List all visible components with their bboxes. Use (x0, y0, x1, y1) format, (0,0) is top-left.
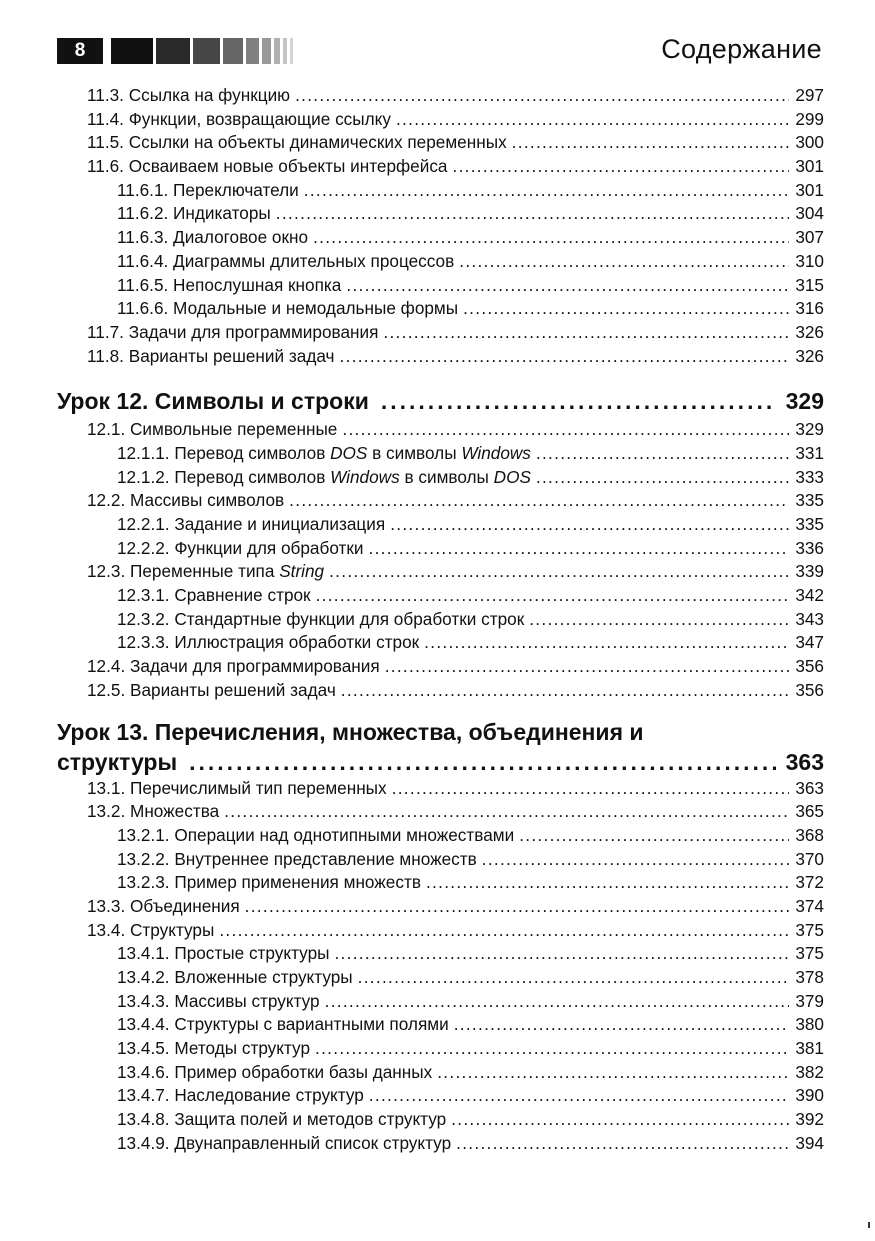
toc-entry-page: 335 (795, 490, 824, 511)
toc-entry-title: 11.5. Ссылки на объекты динамических переменных (87, 132, 507, 153)
toc-entry (57, 679, 824, 703)
toc-entry (57, 466, 824, 490)
page-header (0, 0, 875, 80)
toc-entry-page: 331 (795, 442, 824, 463)
toc-entry-title: 11.6.3. Диалоговое окно (117, 227, 309, 248)
header-bar-3 (193, 38, 220, 64)
dot-leader (482, 848, 790, 872)
toc-entry-page: 329 (795, 419, 824, 440)
toc-entry (57, 824, 824, 848)
toc-entry (57, 990, 824, 1014)
header-bar-7 (274, 38, 280, 64)
toc-entry (57, 1108, 824, 1132)
toc-entry-page: 343 (795, 608, 824, 629)
toc-entry-page: 315 (795, 274, 824, 295)
toc-entry-page: 356 (795, 679, 824, 700)
toc-entry-title: 13.4.8. Защита полей и методов структур (117, 1109, 447, 1130)
dot-leader (289, 489, 789, 513)
toc-entry (57, 848, 824, 872)
toc-entry-page: 390 (795, 1085, 824, 1106)
toc-entry-title: 13.3. Объединения (87, 895, 240, 916)
toc-group-lesson13 (57, 777, 824, 1156)
toc-entry-page: 326 (795, 345, 824, 366)
toc-entry-page: 316 (795, 298, 824, 319)
dot-leader (304, 179, 790, 203)
toc-entry (57, 1061, 824, 1085)
toc-entry-title: 11.3. Ссылка на функцию (87, 85, 291, 105)
header-bar-4 (223, 38, 243, 64)
toc-group-lesson12 (57, 418, 824, 702)
toc-entry-page: 392 (795, 1109, 824, 1130)
dot-leader (392, 777, 790, 801)
toc-entry-title: 13.2.3. Пример применения множеств (117, 872, 421, 893)
toc-entry-title: 11.6.4. Диаграммы длительных процессов (117, 250, 455, 271)
toc-entry-title: 12.1.2. Перевод символов Windows в символы DOS (117, 466, 531, 487)
header-bar-5 (246, 38, 259, 64)
dot-leader (346, 274, 789, 298)
toc-entry-page: 301 (795, 156, 824, 177)
toc-entry (57, 513, 824, 537)
dot-leader (424, 631, 789, 655)
toc-entry-page: 375 (795, 919, 824, 940)
dot-leader (295, 84, 789, 108)
toc-entry-page: 310 (795, 250, 824, 271)
dot-leader (329, 560, 789, 584)
toc-entry (57, 537, 824, 561)
lesson-13-heading-line1: Урок 13. Перечисления, множества, объединения и (57, 718, 644, 745)
dot-leader (536, 442, 789, 466)
dot-leader (519, 824, 789, 848)
toc-entry-page: 347 (795, 632, 824, 653)
toc-entry (57, 297, 824, 321)
dot-leader (381, 384, 776, 418)
toc-entry (57, 321, 824, 345)
toc-entry-title: 12.2.1. Задание и инициализация (117, 514, 386, 534)
toc-entry-title: 11.6.2. Индикаторы (117, 203, 271, 224)
dot-leader (189, 747, 776, 777)
dot-leader (385, 655, 790, 679)
dot-leader (316, 584, 790, 608)
dot-leader (459, 250, 789, 274)
toc-entry-title: 11.6.5. Непослушная кнопка (117, 274, 342, 295)
toc-entry (57, 442, 824, 466)
dot-leader (437, 1061, 789, 1085)
dot-leader (390, 513, 789, 537)
toc-entry-title: 13.4.9. Двунаправленный список структур (117, 1132, 452, 1153)
toc-entry (57, 489, 824, 513)
toc-entry-title: 12.1.1. Перевод символов DOS в символы Windows (117, 442, 531, 463)
toc-entry-page: 335 (795, 514, 824, 534)
toc-entry-page: 365 (795, 801, 824, 822)
toc-entry-title: 13.2.1. Операции над однотипными множествами (117, 824, 515, 845)
lesson-page: 363 (785, 748, 824, 775)
dot-leader (369, 537, 790, 561)
toc-entry (57, 871, 824, 895)
dot-leader (529, 608, 789, 632)
toc-entry-title: 11.7. Задачи для программирования (87, 321, 379, 342)
toc-entry-title: 11.6. Осваиваем новые объекты интерфейса (87, 156, 448, 177)
toc-entry (57, 919, 824, 943)
toc-entry-title: 12.1. Символьные переменные (87, 419, 338, 440)
toc-entry-page: 297 (795, 85, 824, 105)
lesson-12-heading (57, 384, 824, 418)
toc-entry (57, 274, 824, 298)
toc-entry-title: 13.4.3. Массивы структур (117, 990, 320, 1011)
toc-entry (57, 584, 824, 608)
toc-entry (57, 155, 824, 179)
toc-entry (57, 202, 824, 226)
header-title: Содержание (661, 34, 822, 64)
toc-entry-page: 326 (795, 321, 824, 342)
toc-entry (57, 608, 824, 632)
toc-entry-page: 394 (795, 1132, 824, 1153)
toc-entry (57, 631, 824, 655)
toc-entry-page: 336 (795, 537, 824, 558)
toc-entry-title: 12.3. Переменные типа String (87, 561, 325, 582)
dot-leader (453, 155, 790, 179)
header-bar-9 (290, 38, 293, 64)
lesson-title: Урок 12. Символы и строки (57, 388, 369, 415)
toc-entry (57, 179, 824, 203)
toc-entry-page: 382 (795, 1061, 824, 1082)
margin-mark (868, 1222, 870, 1228)
toc-entry-title: 11.4. Функции, возвращающие ссылку (87, 108, 391, 129)
toc-entry-page: 339 (795, 561, 824, 582)
dot-leader (342, 418, 789, 442)
toc-entry-title: 13.4.4. Структуры с вариантными полями (117, 1014, 449, 1035)
toc-entry-page: 363 (795, 777, 824, 798)
dot-leader (276, 202, 790, 226)
toc-entry (57, 777, 824, 801)
toc-entry-page: 379 (795, 990, 824, 1011)
toc-entry-title: 13.4.7. Наследование структур (117, 1085, 364, 1106)
toc-entry-title: 12.3.2. Стандартные функции для обработки строк (117, 608, 525, 629)
toc-entry-page: 356 (795, 656, 824, 677)
header-bar-2 (156, 38, 190, 64)
toc-entry (57, 131, 824, 155)
toc-entry-title: 13.4.2. Вложенные структуры (117, 967, 353, 987)
toc-entry-title: 11.8. Варианты решений задач (87, 345, 335, 366)
toc-entry-title: 13.2.2. Внутреннее представление множеств (117, 848, 477, 869)
toc-entry-title: 13.4.5. Методы структур (117, 1038, 311, 1059)
dot-leader (224, 800, 789, 824)
toc-entry (57, 345, 824, 369)
toc-entry (57, 108, 824, 132)
table-of-contents (57, 84, 824, 1156)
lesson-title: структуры (57, 748, 178, 775)
toc-entry-page: 370 (795, 848, 824, 869)
toc-entry-page: 342 (795, 585, 824, 606)
dot-leader (340, 345, 790, 369)
toc-entry-page: 381 (795, 1038, 824, 1059)
toc-entry-title: 12.2.2. Функции для обработки (117, 537, 364, 558)
toc-entry-title: 12.4. Задачи для программирования (87, 656, 380, 677)
toc-entry-page: 368 (795, 824, 824, 845)
lesson-13-heading-line2 (57, 747, 824, 777)
dot-leader (536, 466, 789, 490)
toc-entry (57, 655, 824, 679)
toc-entry (57, 84, 824, 108)
dot-leader (426, 871, 789, 895)
dot-leader (512, 131, 790, 155)
toc-entry-title: 11.6.1. Переключатели (117, 179, 299, 200)
toc-entry-title: 13.4.6. Пример обработки базы данных (117, 1061, 433, 1082)
toc-entry-page: 301 (795, 179, 824, 200)
lesson-page: 329 (785, 388, 824, 415)
header-bar-8 (283, 38, 287, 64)
dot-leader (456, 1132, 789, 1156)
toc-entry-page: 375 (795, 943, 824, 964)
toc-entry (57, 895, 824, 919)
toc-entry (57, 226, 824, 250)
toc-entry-page: 304 (795, 203, 824, 224)
dot-leader (451, 1108, 789, 1132)
toc-entry-page: 299 (795, 108, 824, 129)
dot-leader (325, 990, 790, 1014)
dot-leader (396, 108, 789, 132)
toc-entry-page: 300 (795, 132, 824, 153)
dot-leader (463, 297, 789, 321)
header-bar-6 (262, 38, 271, 64)
toc-entry-page: 374 (795, 895, 824, 916)
toc-entry (57, 1132, 824, 1156)
toc-entry-page: 307 (795, 227, 824, 248)
toc-entry-title: 13.2. Множества (87, 801, 220, 822)
toc-entry (57, 250, 824, 274)
toc-entry-page: 372 (795, 872, 824, 893)
dot-leader (454, 1013, 790, 1037)
dot-leader (358, 966, 790, 990)
toc-entry-title: 12.2. Массивы символов (87, 490, 285, 511)
dot-leader (245, 895, 790, 919)
toc-entry-title: 12.5. Варианты решений задач (87, 679, 336, 700)
dot-leader (341, 679, 790, 703)
dot-leader (219, 919, 789, 943)
toc-entry (57, 418, 824, 442)
dot-leader (369, 1084, 790, 1108)
page-number: 8 (57, 38, 103, 64)
toc-entry-title: 13.4. Структуры (87, 919, 215, 940)
toc-entry (57, 1013, 824, 1037)
toc-entry (57, 800, 824, 824)
toc-entry (57, 1084, 824, 1108)
dot-leader (313, 226, 789, 250)
toc-entry (57, 942, 824, 966)
dot-leader (383, 321, 789, 345)
toc-entry (57, 560, 824, 584)
toc-group-lesson11 (57, 84, 824, 368)
toc-entry-title: 13.1. Перечислимый тип переменных (87, 777, 387, 798)
toc-entry-title: 12.3.1. Сравнение строк (117, 585, 311, 606)
dot-leader (334, 942, 789, 966)
dot-leader (315, 1037, 789, 1061)
toc-entry-page: 378 (795, 967, 824, 987)
toc-entry (57, 966, 824, 990)
toc-entry-page: 380 (795, 1014, 824, 1035)
toc-entry (57, 1037, 824, 1061)
toc-entry-page: 333 (795, 466, 824, 487)
toc-entry-title: 12.3.3. Иллюстрация обработки строк (117, 632, 420, 653)
header-bar-1 (111, 38, 153, 64)
toc-entry-title: 11.6.6. Модальные и немодальные формы (117, 298, 459, 319)
toc-entry-title: 13.4.1. Простые структуры (117, 943, 330, 964)
